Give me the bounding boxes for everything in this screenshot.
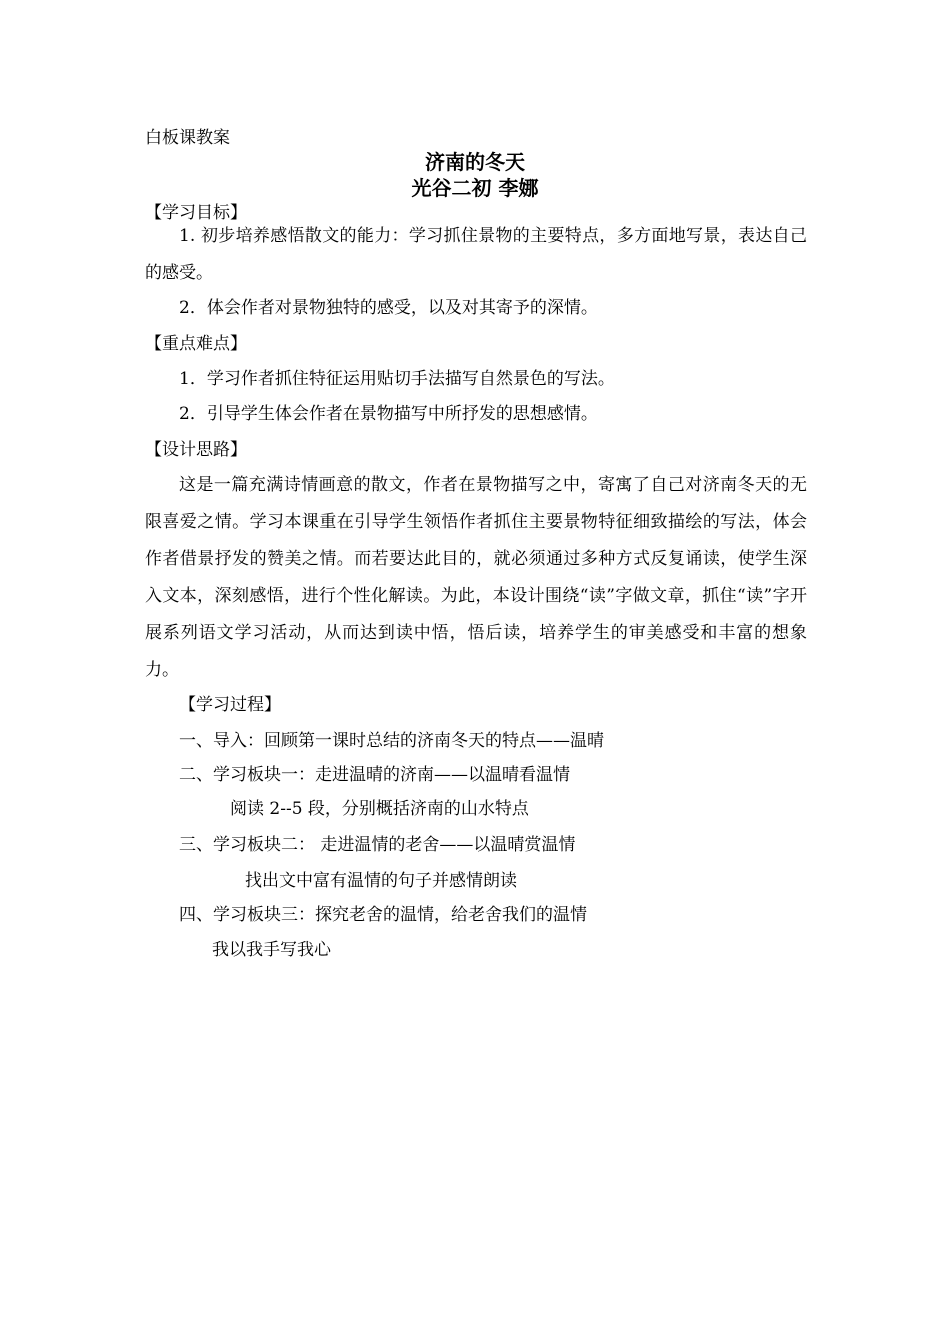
process-step-2-detail: 阅读 2--5 段，分别概括济南的山水特点 — [230, 799, 529, 819]
process-step-3-detail: 找出文中富有温情的句子并感情朗读 — [245, 871, 517, 891]
design-body: 这是一篇充满诗情画意的散文，作者在景物描写之中，寄寓了自己对济南冬天的无限喜爱之情。学习本课重在引导学生领悟作者抓住主要景物特征细致描绘的写法，体会作者借景抒发的赞美之情。而若要达此目的，就必须通过多种方式反复诵读，使学生深入文本，深刻感悟，进行个性化解读。为此，本设计围绕“读”字做文章，抓住“读”字开展系列语文学习活动，从而达到读中悟，悟后读，培养学生的审美感受和丰富的想象力。 — [145, 475, 807, 680]
process-step-4: 四、学习板块三：探究老舍的温情，给老舍我们的温情 — [179, 905, 587, 925]
process-step-4-detail: 我以我手写我心 — [212, 940, 331, 960]
key-points-item-1: 1．学习作者抓住特征运用贴切手法描写自然景色的写法。 — [179, 369, 615, 389]
process-step-3: 三、学习板块二： 走进温情的老舍——以温晴赏温情 — [179, 835, 576, 855]
process-step-1: 一、导入：回顾第一课时总结的济南冬天的特点——温晴 — [179, 731, 604, 751]
goals-item-2: 2．体会作者对景物独特的感受，以及对其寄予的深情。 — [179, 298, 598, 318]
key-points-item-2: 2．引导学生体会作者在景物描写中所抒发的思想感情。 — [179, 404, 598, 424]
goals-item-1: 1. 初步培养感悟散文的能力：学习抓住景物的主要特点，多方面地写景，表达自己的感受。 — [145, 226, 807, 283]
process-heading: 【学习过程】 — [179, 695, 281, 715]
document-title: 济南的冬天 — [425, 150, 525, 174]
design-heading: 【设计思路】 — [145, 440, 247, 460]
goals-heading: 【学习目标】 — [145, 203, 247, 223]
key-points-heading: 【重点难点】 — [145, 334, 247, 354]
document-author: 光谷二初 李娜 — [411, 176, 539, 200]
process-step-2: 二、学习板块一：走进温晴的济南——以温晴看温情 — [179, 765, 570, 785]
document-label: 白板课教案 — [145, 128, 230, 148]
